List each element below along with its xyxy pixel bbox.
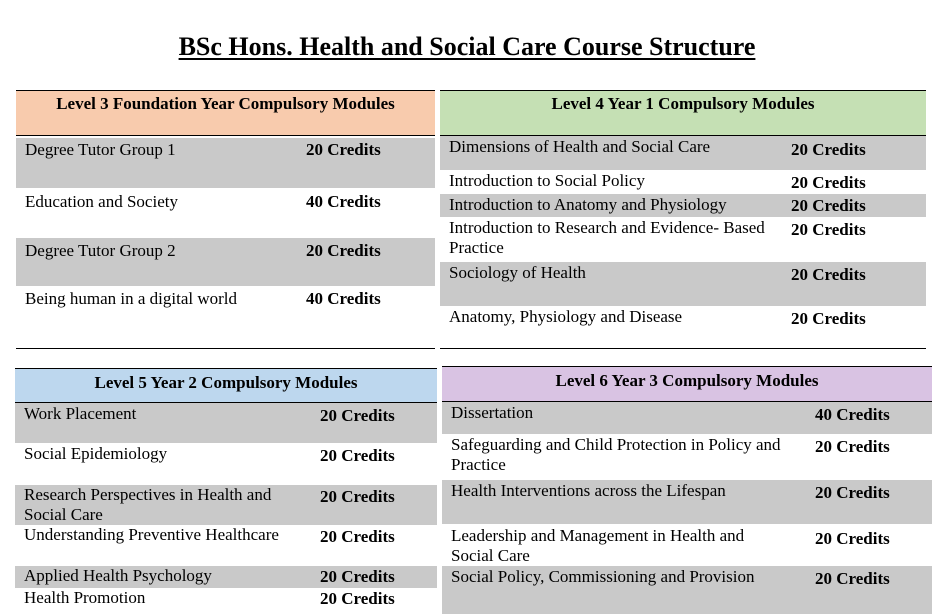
level5-row xyxy=(15,485,437,525)
module-name: Degree Tutor Group 1 xyxy=(25,140,176,159)
module-credits: 20 Credits xyxy=(306,241,381,260)
module-credits: 20 Credits xyxy=(791,173,866,192)
module-credits: 40 Credits xyxy=(815,405,890,424)
level4-row xyxy=(440,262,926,306)
module-name: Sociology of Health xyxy=(449,263,586,282)
level6-row xyxy=(442,402,932,434)
level5-row xyxy=(15,403,437,443)
module-name: Introduction to Research and Evidence- Based Practice xyxy=(449,218,765,257)
module-credits: 20 Credits xyxy=(306,140,381,159)
level6-panel xyxy=(442,366,932,614)
level5-row xyxy=(15,525,437,566)
module-credits: 20 Credits xyxy=(815,483,890,502)
module-name: Health Interventions across the Lifespan xyxy=(451,481,726,500)
module-credits: 20 Credits xyxy=(791,140,866,159)
level5-row xyxy=(15,588,437,612)
module-credits: 20 Credits xyxy=(320,487,395,506)
module-name: Dissertation xyxy=(451,403,534,422)
module-name: Dimensions of Health and Social Care xyxy=(449,137,711,156)
level3-row xyxy=(16,238,435,286)
level5-heading: Level 5 Year 2 Compulsory Modules xyxy=(15,368,437,403)
module-credits: 20 Credits xyxy=(320,406,395,425)
module-credits: 20 Credits xyxy=(791,265,866,284)
module-credits: 20 Credits xyxy=(815,569,890,588)
module-credits: 40 Credits xyxy=(306,289,381,308)
module-credits: 20 Credits xyxy=(320,567,395,586)
level4-bottom-rule xyxy=(440,348,926,349)
module-credits: 20 Credits xyxy=(320,446,395,465)
level3-row xyxy=(16,190,435,236)
level3-row xyxy=(16,138,435,188)
level6-heading: Level 6 Year 3 Compulsory Modules xyxy=(442,366,932,402)
level6-row xyxy=(442,566,932,614)
level6-row xyxy=(442,434,932,480)
module-name: Degree Tutor Group 2 xyxy=(25,241,176,260)
level3-heading: Level 3 Foundation Year Compulsory Modules xyxy=(16,90,435,136)
module-name: Being human in a digital world xyxy=(25,289,237,308)
level6-row xyxy=(442,480,932,524)
level5-row xyxy=(15,566,437,588)
module-name: Introduction to Social Policy xyxy=(449,171,645,190)
module-name: Applied Health Psychology xyxy=(24,566,212,585)
module-credits: 20 Credits xyxy=(815,437,890,456)
level5-row xyxy=(15,443,437,485)
level4-row xyxy=(440,136,926,170)
module-credits: 20 Credits xyxy=(320,589,395,608)
module-name: Leadership and Management in Health and Social Care xyxy=(451,526,745,565)
module-credits: 20 Credits xyxy=(791,196,866,215)
module-name: Understanding Preventive Healthcare xyxy=(24,525,279,544)
level5-panel xyxy=(15,368,437,614)
module-name: Health Promotion xyxy=(24,588,146,607)
module-name: Education and Society xyxy=(25,192,178,211)
level4-panel xyxy=(440,90,926,350)
module-name: Introduction to Anatomy and Physiology xyxy=(449,195,727,214)
module-credits: 40 Credits xyxy=(306,192,381,211)
module-name: Social Epidemiology xyxy=(24,444,168,463)
level6-row xyxy=(442,524,932,566)
module-name: Social Policy, Commissioning and Provision xyxy=(451,567,755,586)
level3-panel xyxy=(16,90,435,350)
module-name: Research Perspectives in Health and Social Care xyxy=(24,485,272,524)
level4-row xyxy=(440,217,926,262)
level3-row xyxy=(16,288,435,338)
module-credits: 20 Credits xyxy=(791,309,866,328)
module-name: Anatomy, Physiology and Disease xyxy=(449,307,683,326)
level4-heading: Level 4 Year 1 Compulsory Modules xyxy=(440,90,926,136)
module-credits: 20 Credits xyxy=(815,529,890,548)
level3-bottom-rule xyxy=(16,348,435,349)
level4-row xyxy=(440,306,926,346)
module-name: Safeguarding and Child Protection in Policy and Practice xyxy=(451,435,781,474)
module-credits: 20 Credits xyxy=(791,220,866,239)
level4-row xyxy=(440,194,926,217)
level4-row xyxy=(440,170,926,194)
module-name: Work Placement xyxy=(24,404,137,423)
page-title: BSc Hons. Health and Social Care Course Structure xyxy=(178,32,756,61)
module-credits: 20 Credits xyxy=(320,527,395,546)
